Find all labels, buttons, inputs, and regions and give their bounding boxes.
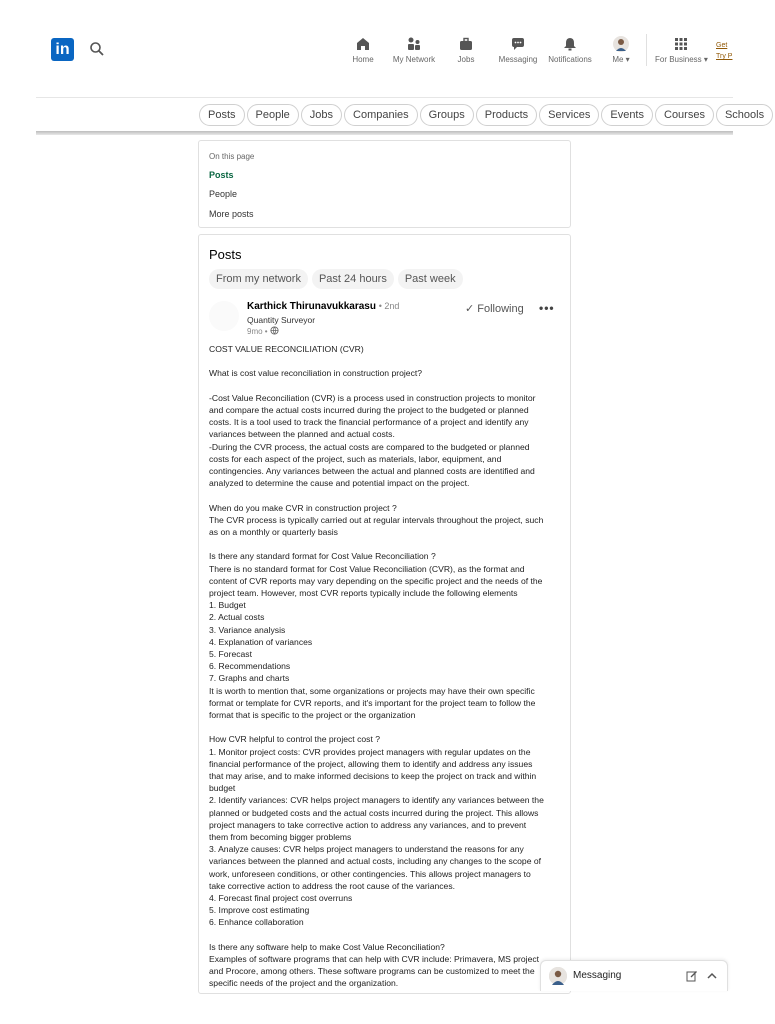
filter-posts[interactable]: Posts: [199, 104, 245, 126]
avatar: [613, 36, 629, 52]
filter-groups[interactable]: Groups: [420, 104, 474, 126]
post-body-line: 5. Improve cost estimating: [209, 905, 310, 916]
search-icon[interactable]: [89, 41, 105, 57]
post-body-line: work, unforeseen conditions, or other contingencies. This allows project managers to: [209, 868, 531, 879]
post-time: 9mo •: [247, 327, 268, 336]
nav-for-business-label: For Business ▾: [655, 55, 708, 64]
posts-section-title: Posts: [209, 247, 242, 262]
post-body-line: How CVR helpful to control the project cost ?: [209, 734, 381, 745]
chevron-down-icon: ▾: [625, 55, 630, 64]
messaging-bar[interactable]: [540, 960, 728, 991]
post-body-line: 3. Variance analysis: [209, 624, 286, 635]
chevron-up-icon[interactable]: [706, 970, 718, 982]
post-body-line: planned or budgeted costs and the actual costs incurred during the project. This allows: [209, 807, 539, 818]
author-avatar[interactable]: [209, 301, 239, 331]
nav-messaging-label: Messaging: [498, 55, 538, 64]
top-nav: [0, 0, 768, 98]
post-body-line: project managers to take corrective action to address any variances, and to prevent: [209, 819, 527, 830]
chevron-down-icon: ▾: [703, 55, 708, 64]
globe-icon: [270, 326, 279, 335]
post-body-line: 7. Graphs and charts: [209, 673, 290, 684]
post-body-line: costs. It is a tool used to track the financial performance of a project and identify any: [209, 417, 529, 428]
nav-home-label: Home: [352, 55, 374, 64]
nav-messaging[interactable]: [498, 36, 538, 64]
post-body-spacer: [209, 538, 561, 550]
post-body: [209, 343, 561, 990]
nav-jobs[interactable]: [456, 36, 476, 64]
post-body-line: and Procore, among others. These software programs can be customized to meet the: [209, 966, 535, 977]
post-body-line: 3. Analyze causes: CVR helps project managers to understand the reasons for any: [209, 844, 524, 855]
post-body-line: take corrective action to address the root cause of the variances.: [209, 880, 456, 891]
post-body-line: variances between the planned and actual costs.: [209, 429, 395, 440]
post-body-line: Is there any software help to make Cost Value Reconciliation?: [209, 941, 445, 952]
filter-jobs[interactable]: Jobs: [301, 104, 342, 126]
nav-notifications-label: Notifications: [548, 55, 592, 64]
messaging-label: Messaging: [573, 970, 622, 981]
on-this-page-link-people[interactable]: People: [209, 189, 238, 199]
posts-card: [198, 234, 571, 994]
post-body-line: There is no standard format for Cost Value Reconciliation (CVR), as the format and: [209, 563, 525, 574]
linkedin-logo[interactable]: in: [51, 38, 74, 61]
nav-notifications[interactable]: [546, 36, 594, 64]
premium-line-2: Try P: [716, 53, 733, 60]
home-icon: [355, 36, 371, 52]
post-body-line: and compare the actual costs incurred during the project to the budgeted or planned: [209, 404, 529, 415]
post-body-line: that may arise, and to make informed decisions to keep the project on track and within: [209, 771, 537, 782]
nav-jobs-label: Jobs: [457, 55, 475, 64]
following-button[interactable]: ✓ Following: [465, 303, 524, 315]
post-body-spacer: [209, 929, 561, 941]
post-author[interactable]: [247, 301, 399, 312]
post-body-line: format that is specific to the project or the organization: [209, 710, 416, 721]
post-body-line: 4. Explanation of variances: [209, 636, 313, 647]
premium-line-1: Get: [716, 42, 728, 49]
search-filter-bar: [36, 100, 765, 132]
post-body-line: project team. However, most CVR reports typically include the following elements: [209, 588, 518, 598]
connection-degree: • 2nd: [378, 301, 400, 311]
filter-people[interactable]: People: [247, 104, 299, 126]
filter-schools[interactable]: Schools: [716, 104, 773, 126]
post-body-line: When do you make CVR in construction project ?: [209, 502, 397, 513]
posts-subfilters: [209, 269, 467, 289]
post-body-line: 1. Budget: [209, 600, 246, 611]
post-body-spacer: [209, 489, 561, 501]
post-body-line: 2. Actual costs: [209, 612, 265, 623]
nav-divider-line: [36, 97, 733, 98]
nav-for-business[interactable]: [655, 36, 707, 64]
author-headline: Quantity Surveyor: [247, 315, 316, 325]
post-body-line: 6. Enhance collaboration: [209, 917, 304, 928]
grid-icon: [673, 36, 689, 52]
nav-me-label: Me ▾: [612, 55, 630, 64]
filter-events[interactable]: Events: [601, 104, 653, 126]
bell-icon: [562, 36, 578, 52]
post-body-spacer: [209, 355, 561, 367]
post-body-line: content of CVR reports may vary depending on the specific project and the needs of the: [209, 575, 543, 586]
post-body-line: as on a monthly or quarterly basis: [209, 527, 338, 537]
post-body-line: COST VALUE RECONCILIATION (CVR): [209, 344, 364, 354]
nav-my-network[interactable]: [392, 36, 436, 64]
filter-services[interactable]: Services: [539, 104, 599, 126]
subfilter-from-my-network[interactable]: From my network: [209, 269, 308, 289]
filter-companies[interactable]: Companies: [344, 104, 418, 126]
nav-my-network-label: My Network: [392, 55, 436, 64]
post-body-line: 2. Identify variances: CVR helps project managers to identify any variances between the: [209, 795, 544, 806]
post-body-line: them from becoming bigger problems: [209, 832, 352, 843]
post-body-line: analyzed to determine the cause and potential impact on the project.: [209, 478, 470, 489]
network-icon: [406, 36, 422, 52]
post-body-spacer: [209, 721, 561, 733]
on-this-page-link-posts[interactable]: Posts: [209, 170, 234, 180]
avatar: [549, 967, 567, 985]
author-name: Karthick Thirunavukkarasu: [247, 301, 376, 312]
post-body-line: costs for each aspect of the project, such as materials, labor, equipment, and: [209, 453, 502, 464]
post-body-line: -Cost Value Reconciliation (CVR) is a process used in construction projects to monitor: [209, 392, 536, 403]
post-body-line: contingencies. Any variances between the actual and planned costs are identified and: [209, 466, 535, 476]
post-body-line: It is worth to mention that, some organizations or projects may have their own specific: [209, 685, 535, 696]
subfilter-past-24-hours[interactable]: Past 24 hours: [312, 269, 394, 289]
nav-home[interactable]: [351, 36, 375, 64]
post-body-line: -During the CVR process, the actual costs are compared to the budgeted or planned: [209, 441, 530, 452]
post-body-line: variances between the planned and actual costs, including any changes to the scope of: [209, 856, 542, 867]
post-body-line: The CVR process is typically carried out at regular intervals throughout the project, such: [209, 514, 544, 525]
post-body-line: What is cost value reconciliation in construction project?: [209, 368, 423, 379]
post-body-line: Is there any standard format for Cost Value Reconciliation ?: [209, 551, 436, 562]
on-this-page-header: On this page: [209, 152, 255, 161]
subfilter-past-week[interactable]: Past week: [398, 269, 463, 289]
post-body-line: Examples of software programs that can help with CVR include: Primavera, MS project: [209, 954, 540, 965]
filter-pill-row: [199, 104, 775, 126]
post-body-line: budget: [209, 783, 236, 794]
premium-link[interactable]: [716, 40, 732, 62]
post-body-line: specific needs of the project and the organization.: [209, 978, 399, 989]
post-body-line: format or template for CVR reports, and it's important for the project team to follow the: [209, 697, 536, 708]
post-body-spacer: [209, 380, 561, 392]
compose-icon[interactable]: [686, 970, 698, 982]
more-options-icon[interactable]: •••: [539, 301, 555, 315]
post-body-line: 6. Recommendations: [209, 661, 291, 672]
post-body-line: 4. Forecast final project cost overruns: [209, 893, 353, 904]
filter-courses[interactable]: Courses: [655, 104, 714, 126]
on-this-page-card: [198, 140, 571, 228]
post-body-line: 1. Monitor project costs: CVR provides project managers with regular updates on the: [209, 746, 531, 757]
post-body-line: financial performance of the project, allowing them to identify and address any issues: [209, 758, 533, 769]
nav-me[interactable]: [609, 36, 633, 64]
post-body-line: 5. Forecast: [209, 649, 252, 660]
chat-icon: [510, 36, 526, 52]
nav-divider: [646, 34, 647, 66]
briefcase-icon: [458, 36, 474, 52]
post-meta: [247, 326, 279, 336]
filter-bar-shadow: [36, 131, 733, 135]
on-this-page-link-more-posts[interactable]: More posts: [209, 209, 254, 219]
filter-products[interactable]: Products: [476, 104, 537, 126]
